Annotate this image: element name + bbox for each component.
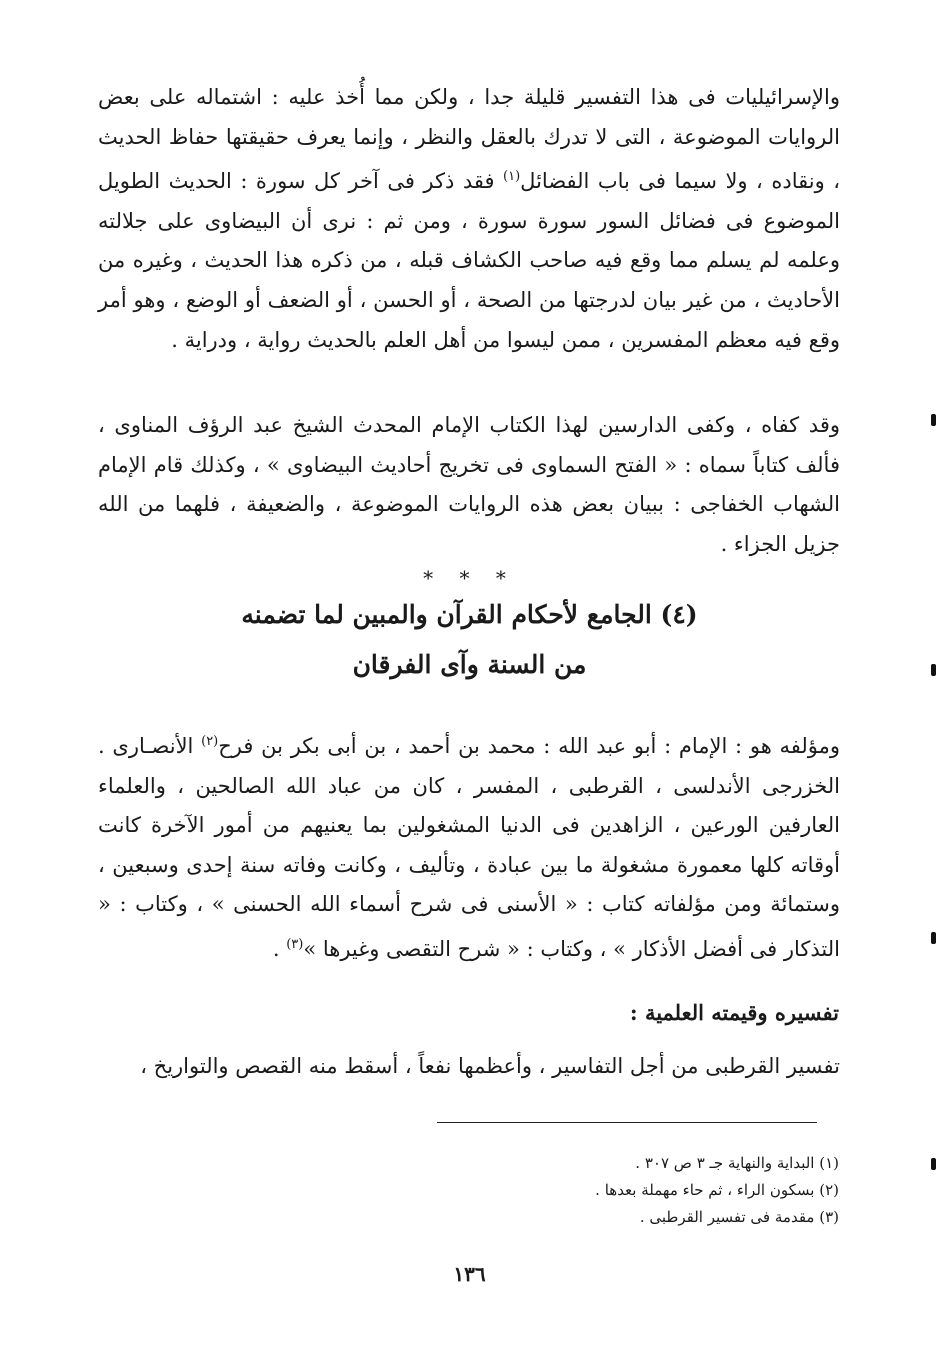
section-title-line-1: (٤) الجامع لأحكام القرآن والمبين لما تضمنه — [241, 600, 698, 629]
paragraph-text: . — [272, 936, 287, 961]
footnotes — [239, 1150, 839, 1231]
section-separator: * * * — [423, 566, 516, 590]
paragraph-text: ومؤلفه هو : الإمام : أبو عبد الله : محمد بن أحمد ، بن أبى بكر بن فرح — [218, 734, 840, 758]
scan-edge-mark — [931, 1158, 936, 1170]
page-number: ١٣٦ — [453, 1262, 486, 1286]
footnote-ref-1: (١) — [503, 169, 521, 185]
scan-edge-mark — [931, 414, 936, 426]
footnote-2: (٢) بسكون الراء ، ثم حاء مهملة بعدها . — [595, 1181, 839, 1199]
paragraph-text: فقد ذكر فى آخر كل سورة : الحديث الطويل الموضوع فى فضائل السور سورة سورة ، ومن ثم : نرى أن البيضاوى على جلالته وعلمه لم يسلم مما وقع فيه صاحب الكشاف قبله ، من ذكره هذا الحديث ، وغيره من الأحاديث ، من غير بيان لدرجتها من الصحة ، أو الحسن ، أو الضعف أو الوضع ، وهو أمر وقع فيه معظم المفسرين ، ممن ليسوا من أهل العلم بالحديث رواية ، ودراية . — [98, 169, 840, 352]
paragraph-israiliyyat — [98, 78, 840, 360]
section-title-line-2: من السنة وآى الفرقان — [352, 650, 587, 679]
scan-edge-mark — [931, 664, 936, 676]
paragraph-text: وقد كفاه ، وكفى الدارسين لهذا الكتاب الإمام المحدث الشيخ عبد الرؤف المناوى ، فألف كتاباً سماه : « الفتح السماوى فى تخريج أحاديث البيضاوى » ، وكذلك قام الإمام الشهاب الخفاجى : ببيان بعض هذه الروايات الموضوعة ، والضعيفة ، فلهما من الله جزيل الجزاء . — [98, 413, 840, 556]
footnote-rule — [437, 1122, 817, 1123]
footnote-1: (١) البداية والنهاية جـ ٣ ص ٣٠٧ . — [635, 1154, 839, 1172]
paragraph-qurtubi — [98, 1047, 840, 1087]
subheading: تفسيره وقيمته العلمية : — [629, 1000, 839, 1025]
paragraph-munawi — [98, 406, 840, 564]
footnote-3: (٣) مقدمة فى تفسير القرطبى . — [639, 1208, 839, 1226]
paragraph-text: والإسرائيليات فى هذا التفسير قليلة جدا ، ولكن مما أُخذ عليه : اشتماله على بعض الروايات الموضوعة ، التى لا تدرك بالعقل والنظر ، وإنما يعرف حقيقتها حفاظ الحديث ، ونقاده ، ولا سيما فى باب الفضائل — [98, 85, 840, 194]
footnote-ref-2: (٢) — [201, 734, 219, 749]
paragraph-text: تفسير القرطبى من أجل التفاسير ، وأعظمها نفعاً ، أسقط منه القصص والتواريخ ، — [140, 1054, 840, 1078]
paragraph-text: الأنصـارى . الخزرجى الأندلسى ، القرطبى ، المفسر ، كان من عباد الله الصالحين ، والعلماء العارفين الورعين ، الزاهدين فى الدنيا المشغولين بما يعنيهم من أمور الآخرة كانت أوقاته كلها معمورة مشغولة ما بين عبادة ، وتأليف ، وكانت وفاته سنة إحدى وسبعين ، وستمائة ومن مؤلفاته كتاب : « الأسنى فى شرح أسماء الله الحسنى » ، وكتاب : « التذكار فى أفضل الأذكار » ، وكتاب : « شرح التقصى وغيرها » — [98, 734, 840, 961]
scan-edge-mark — [931, 932, 936, 944]
footnote-ref-3: (٣) — [286, 936, 304, 952]
paragraph-author — [98, 722, 840, 970]
